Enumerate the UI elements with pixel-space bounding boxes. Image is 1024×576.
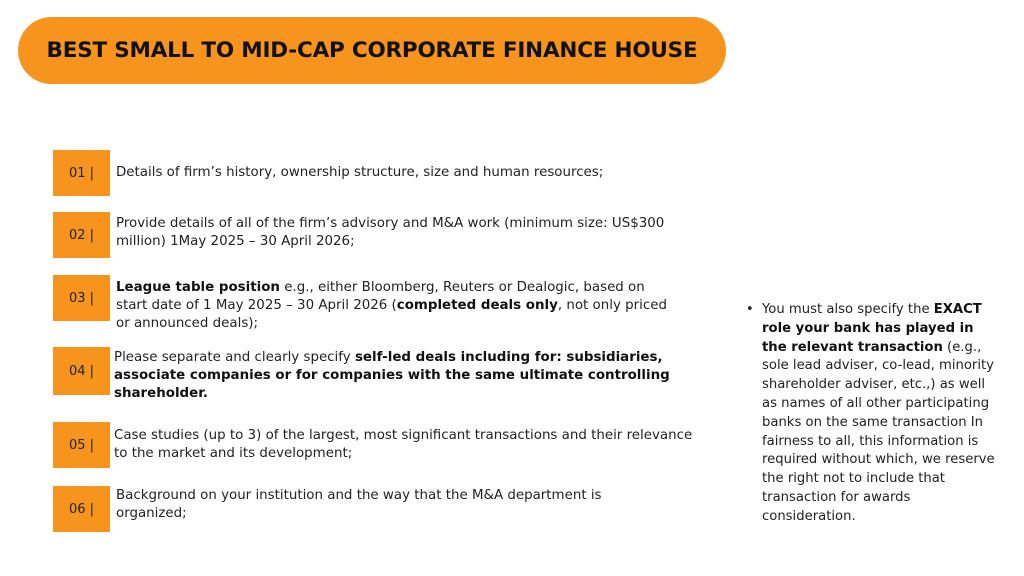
item-text-segment: Background on your institution and the way that the M&A department is organized;	[116, 488, 602, 521]
criteria-item-02	[53, 211, 713, 259]
item-text-segment: Case studies (up to 3) of the largest, most significant transactions and their relevance to the market and its development;	[114, 428, 693, 461]
criteria-item-01	[53, 150, 713, 196]
item-number: 01 |	[68, 165, 95, 181]
item-number: 03 |	[68, 290, 95, 306]
item-description	[114, 427, 694, 463]
side-text-segment: You must also specify the	[762, 302, 934, 317]
item-text-segment: Please separate and clearly specify	[114, 350, 355, 365]
item-text-bold: self-led deals including for: subsidiaries, associate companies or for companies with the same ultimate controlling shareholder.	[114, 350, 670, 401]
criteria-item-04	[53, 347, 713, 402]
side-note-text	[762, 301, 998, 527]
item-description	[116, 487, 676, 523]
title-banner	[18, 17, 726, 84]
item-description	[114, 349, 714, 403]
side-text-segment: (e.g., sole lead adviser, co-lead, minority shareholder adviser, etc.,) as well as names of all other participating banks on the same transaction In fairness to all, this information is required without which, we reserve the right not to include that transaction for awards consideration.	[762, 339, 995, 524]
item-text-bold: completed deals only	[396, 298, 558, 313]
item-text-segment: e.g., either Bloomberg, Reuters or Dealogic, based on start date of 1 May 2025 – 30 April 2026 (	[116, 280, 645, 313]
item-number-badge	[53, 275, 110, 321]
item-description	[116, 279, 676, 333]
item-number: 05 |	[68, 437, 95, 453]
item-description	[116, 164, 736, 182]
item-number-badge	[53, 150, 110, 196]
page-title: BEST SMALL TO MID-CAP CORPORATE FINANCE HOUSE	[46, 38, 698, 63]
side-text-bold: EXACT role your bank has played in the relevant transaction	[762, 302, 982, 355]
item-text-bold: League table position	[116, 280, 280, 295]
item-number-badge	[53, 486, 110, 532]
item-number-badge	[53, 347, 110, 395]
item-number: 06 |	[68, 501, 95, 517]
item-number-badge	[53, 212, 110, 258]
criteria-item-03	[53, 275, 713, 337]
item-number: 04 |	[68, 363, 95, 379]
item-text-segment: , not only priced or announced deals);	[116, 298, 667, 331]
criteria-item-06	[53, 486, 713, 532]
criteria-item-05	[53, 422, 713, 468]
item-text-segment: Provide details of all of the firm’s advisory and M&A work (minimum size: US$300 million) 1May 2025 – 30 April 2026;	[116, 216, 665, 249]
bullet-marker: •	[746, 302, 754, 317]
item-text-segment: Details of firm’s history, ownership structure, size and human resources;	[116, 165, 604, 180]
item-number-badge	[53, 422, 110, 468]
item-number: 02 |	[68, 227, 95, 243]
item-description	[116, 215, 676, 251]
